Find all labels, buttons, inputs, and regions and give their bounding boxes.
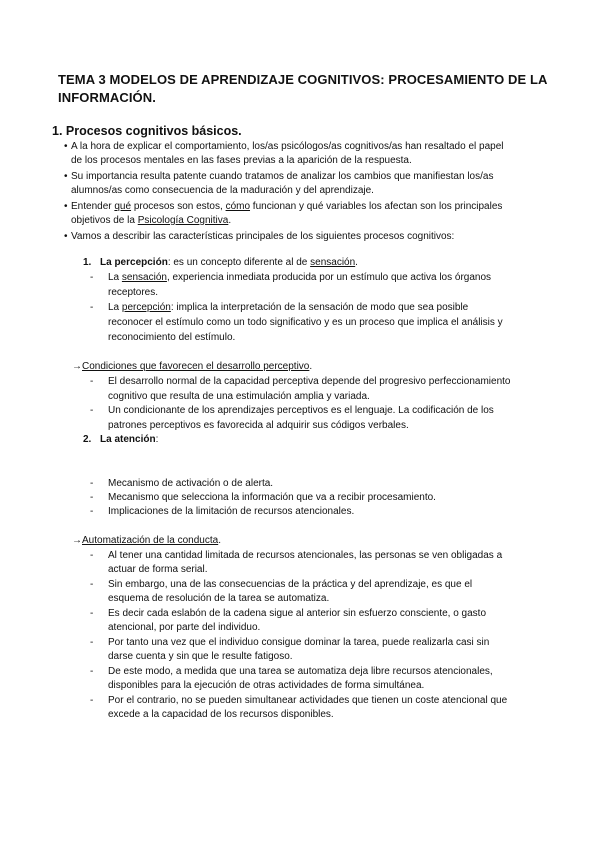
document-title-line-2: INFORMACIÓN. bbox=[58, 90, 156, 105]
arrow-icon: → bbox=[72, 535, 82, 546]
list-item-line: patrones perceptivos es favorecida al adquirir sus códigos verbales. bbox=[108, 420, 409, 431]
dash-marker: - bbox=[90, 550, 94, 561]
subsection-heading: La atención: bbox=[100, 434, 159, 445]
paragraph-line: Vamos a describir las características principales de los siguientes procesos cognitivos: bbox=[71, 231, 455, 242]
dash-marker: - bbox=[90, 666, 94, 677]
list-item-line: De este modo, a medida que una tarea se automatiza deja libre recursos atencionales, bbox=[108, 666, 493, 677]
paragraph-line: Su importancia resulta patente cuando tratamos de analizar los cambios que manifiestan los/as bbox=[71, 171, 494, 182]
list-item-line: Por tanto una vez que el individuo consigue dominar la tarea, puede realizarla casi sin bbox=[108, 637, 490, 648]
dash-marker: - bbox=[90, 637, 94, 648]
paragraph-line: A la hora de explicar el comportamiento, los/as psicólogos/as cognitivos/as han resaltado el papel bbox=[71, 141, 504, 152]
list-item-line: Sin embargo, una de las consecuencias de la práctica y del aprendizaje, es que el bbox=[108, 579, 473, 590]
dash-marker: - bbox=[90, 478, 94, 489]
subsection-number: 2. bbox=[83, 434, 92, 445]
arrow-icon: → bbox=[72, 361, 82, 372]
list-item-line: esquema de resolución de la tarea se automatiza. bbox=[108, 593, 330, 604]
list-item-line: actuar de forma serial. bbox=[108, 564, 208, 575]
bullet-marker: • bbox=[64, 201, 68, 212]
underlined-term: Psicología Cognitiva bbox=[137, 215, 229, 226]
subsection-heading: La percepción: es un concepto diferente al de sensación. bbox=[100, 257, 358, 268]
underlined-term: sensación bbox=[310, 257, 356, 268]
list-item-line: reconocimiento del estímulo. bbox=[108, 332, 236, 343]
bullet-marker: • bbox=[64, 231, 68, 242]
dash-marker: - bbox=[90, 608, 94, 619]
dash-marker: - bbox=[90, 272, 94, 283]
list-item-line: Un condicionante de los aprendizajes perceptivos es el lenguaje. La codificación de los bbox=[108, 405, 494, 416]
paragraph-line: de los procesos mentales en las fases previas a la aparición de la respuesta. bbox=[71, 155, 412, 166]
dash-marker: - bbox=[90, 579, 94, 590]
bullet-marker: • bbox=[64, 141, 68, 152]
underlined-term: sensación bbox=[121, 272, 167, 283]
list-item-line: receptores. bbox=[108, 287, 159, 298]
paragraph-line: Entender qué procesos son estos, cómo funcionan y qué variables los afectan son los principales bbox=[71, 201, 503, 212]
underlined-term: percepción bbox=[121, 302, 171, 313]
subsection-number: 1. bbox=[83, 257, 92, 268]
list-item-line: excede a la capacidad de los recursos disponibles. bbox=[108, 709, 334, 720]
dash-marker: - bbox=[90, 405, 94, 416]
bullet-marker: • bbox=[64, 171, 68, 182]
dash-marker: - bbox=[90, 492, 94, 503]
list-item-line: Al tener una cantidad limitada de recursos atencionales, las personas se ven obligadas a bbox=[108, 550, 503, 561]
paragraph-line: alumnos/as como consecuencia de la maduración y del aprendizaje. bbox=[71, 185, 374, 196]
list-item-line: cognitivo que resulta de una estimulación amplia y variada. bbox=[108, 391, 370, 402]
list-item-line: reconocer el estímulo como un todo significativo y es un proceso que implica el análisis y bbox=[108, 317, 503, 328]
section-heading: 1. Procesos cognitivos básicos. bbox=[52, 124, 242, 138]
arrow-heading: →Condiciones que favorecen el desarrollo perceptivo. bbox=[72, 361, 313, 372]
list-item-line: Mecanismo que selecciona la información que va a recibir procesamiento. bbox=[108, 492, 436, 503]
list-item-line: El desarrollo normal de la capacidad perceptiva depende del progresivo perfeccionamiento bbox=[108, 376, 511, 387]
list-item-line: La sensación, experiencia inmediata producida por un estímulo que activa los órganos bbox=[108, 272, 492, 283]
dash-marker: - bbox=[90, 506, 94, 517]
dash-marker: - bbox=[90, 376, 94, 387]
list-item-line: Es decir cada eslabón de la cadena sigue al anterior sin esfuerzo consciente, o gasto bbox=[108, 608, 487, 619]
list-item-line: La percepción: implica la interpretación de la sensación de modo que sea posible bbox=[108, 302, 469, 313]
list-item-line: Mecanismo de activación o de alerta. bbox=[108, 478, 274, 489]
dash-marker: - bbox=[90, 302, 94, 313]
dash-marker: - bbox=[90, 695, 94, 706]
underlined-word: cómo bbox=[225, 201, 251, 212]
underlined-word: qué bbox=[114, 201, 132, 212]
document-title-line-1: TEMA 3 MODELOS DE APRENDIZAJE COGNITIVOS: PROCESAMIENTO DE LA bbox=[58, 72, 548, 87]
arrow-heading: →Automatización de la conducta. bbox=[72, 535, 221, 546]
list-item-line: atencional, por parte del individuo. bbox=[108, 622, 261, 633]
list-item-line: disponibles para la ejecución de otras actividades de forma simultánea. bbox=[108, 680, 425, 691]
list-item-line: Por el contrario, no se pueden simultanear actividades que tienen un coste atencional que bbox=[108, 695, 508, 706]
list-item-line: darse cuenta y sin que le resulte fatigoso. bbox=[108, 651, 293, 662]
paragraph-line: objetivos de la Psicología Cognitiva. bbox=[71, 215, 232, 226]
list-item-line: Implicaciones de la limitación de recursos atencionales. bbox=[108, 506, 355, 517]
